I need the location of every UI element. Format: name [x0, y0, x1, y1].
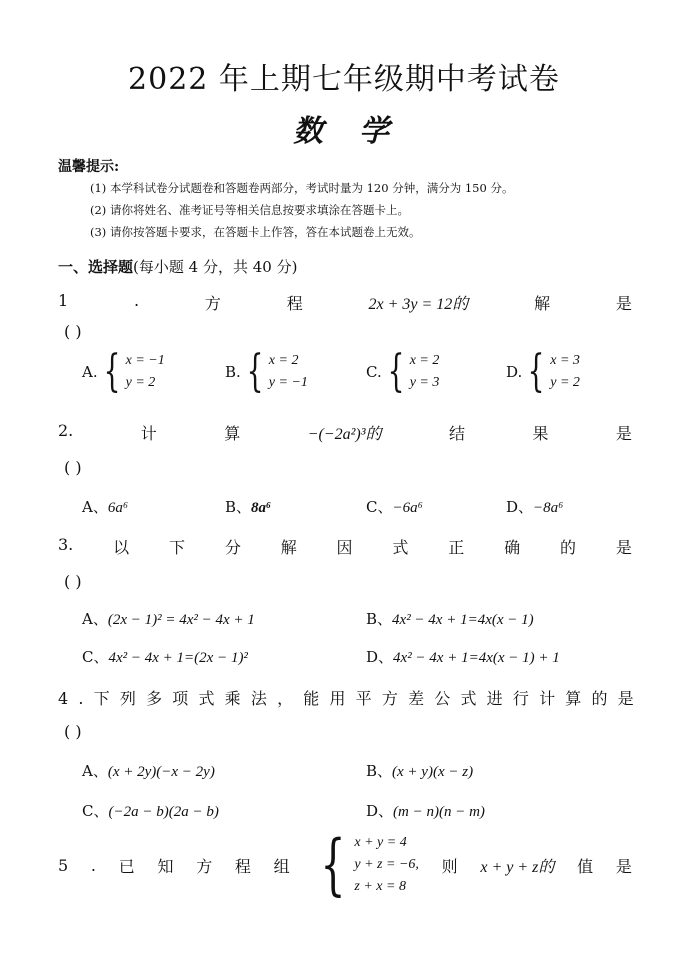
option-c [366, 346, 440, 397]
option-d [506, 346, 580, 397]
system-row: x = 2 [268, 353, 299, 368]
question-expression: x + y + z的 [480, 858, 555, 876]
equation-system [312, 826, 419, 903]
option-label: B、 [366, 610, 393, 628]
option-label: A、 [82, 610, 108, 628]
brace-icon: { [320, 826, 346, 903]
system-row: x = −1 [125, 353, 165, 368]
system-row: z + x = 8 [354, 879, 406, 894]
option-a [82, 346, 165, 397]
question-text: 分 [224, 538, 241, 557]
question-4-line [58, 686, 644, 709]
question-2-line [58, 421, 632, 444]
section-title: 一、选择题 [58, 258, 134, 276]
option-b [366, 760, 473, 781]
option-b [225, 496, 271, 517]
system-row: x = 2 [409, 353, 440, 368]
answer-paren: ( ) [64, 572, 82, 591]
option-expression: (m − n)(n − m) [393, 804, 485, 820]
option-d [366, 646, 560, 667]
question-text: 则 [441, 856, 458, 876]
brace-icon: { [527, 346, 545, 397]
question-text: 下列多项式乘法，能用平方差公式进行计算的是 [93, 689, 644, 708]
option-c [366, 496, 423, 517]
option-c [82, 800, 219, 821]
question-text: 的 [559, 538, 576, 557]
tip-item: (3) 请你按答题卡要求，在答题卡上作答，答在本试题卷上无效。 [90, 225, 421, 239]
option-expression: 4x² − 4x + 1=(2x − 1)² [108, 650, 248, 666]
option-label: B、 [225, 498, 252, 516]
question-3-line [58, 535, 632, 558]
question-text: 下 [168, 538, 185, 557]
option-a [82, 496, 128, 517]
system-row: y = 2 [125, 375, 156, 390]
option-label: A、 [82, 762, 108, 780]
question-number: 1 [58, 291, 69, 310]
option-expression: (x + y)(x − z) [392, 764, 474, 780]
question-text: 计 [140, 424, 157, 443]
question-text: . [133, 291, 140, 310]
system-row: x + y = 4 [354, 835, 407, 850]
question-equation: 2x + 3y = 12的 [368, 296, 469, 313]
option-label: C、 [82, 648, 109, 666]
question-number: 3. [58, 535, 74, 554]
question-text: 方 [204, 294, 221, 313]
option-label: B、 [366, 762, 393, 780]
question-5-line [58, 826, 632, 903]
brace-icon: { [103, 346, 121, 397]
question-text: 是 [615, 424, 632, 443]
option-expression: (−2a − b)(2a − b) [108, 804, 219, 820]
subject-title: 数学 [293, 114, 425, 149]
answer-paren: ( ) [64, 722, 82, 741]
option-expression: 6a⁶ [107, 500, 129, 516]
answer-paren: ( ) [64, 322, 82, 341]
system-row: y + z = −6, [354, 857, 419, 872]
question-text: 解 [534, 294, 551, 313]
system-row: y = −1 [268, 375, 308, 390]
question-text: 算 [224, 424, 241, 443]
section-heading [58, 256, 297, 277]
tip-item: (1) 本学科试卷分试题卷和答题卷两部分，考试时量为 120 分钟，满分为 150 分。 [90, 181, 514, 195]
option-label: A、 [82, 498, 108, 516]
question-expression: −(−2a²)³的 [307, 426, 382, 443]
option-expression: 4x² − 4x + 1=4x(x − 1) + 1 [393, 650, 560, 666]
question-text: . [90, 855, 96, 875]
section-note: (每小题 4 分，共 40 分) [133, 258, 298, 276]
question-1-line [58, 291, 632, 314]
option-label: D、 [366, 648, 394, 666]
question-text: 是 [615, 538, 632, 557]
question-text: 组 [273, 856, 290, 876]
question-text: 确 [504, 538, 521, 557]
exam-title: 2022 年上期七年级期中考试卷 [128, 62, 560, 97]
option-label: D、 [366, 802, 394, 820]
question-number: 2. [58, 421, 74, 440]
option-label: A. [82, 363, 98, 381]
option-a [82, 760, 215, 781]
question-text: 程 [286, 294, 303, 313]
option-expression: (2x − 1)² = 4x² − 4x + 1 [107, 612, 255, 628]
option-label: D. [506, 363, 523, 381]
question-text: 式 [392, 538, 409, 557]
option-expression: 8a⁶ [251, 500, 272, 516]
option-label: C. [366, 363, 382, 381]
option-a [82, 608, 255, 629]
tip-item: (2) 请你将姓名、准考证号等相关信息按要求填涂在答题卡上。 [90, 203, 409, 217]
question-text: 已 [118, 856, 135, 876]
option-label: D、 [506, 498, 534, 516]
option-b [225, 346, 308, 397]
question-text: 方 [196, 856, 213, 876]
question-number: 5 [58, 855, 69, 875]
question-text: 以 [113, 538, 130, 557]
question-text: 值 [577, 856, 594, 876]
option-c [82, 646, 248, 667]
option-expression: 4x² − 4x + 1=4x(x − 1) [392, 612, 534, 628]
question-text: 结 [448, 424, 465, 443]
question-text: 知 [157, 856, 174, 876]
option-d [506, 496, 563, 517]
system-row: x = 3 [550, 353, 580, 368]
answer-paren: ( ) [64, 458, 82, 477]
option-expression: −6a⁶ [392, 500, 423, 516]
question-text: 解 [280, 538, 297, 557]
question-text: 正 [448, 538, 465, 557]
question-text: 是 [615, 294, 632, 313]
option-label: C、 [366, 498, 393, 516]
system-row: y = 3 [409, 375, 440, 390]
question-number: 4. [58, 689, 94, 708]
option-expression: −8a⁶ [533, 500, 564, 516]
question-text: 程 [234, 856, 251, 876]
question-text: 是 [615, 856, 632, 876]
option-expression: (x + 2y)(−x − 2y) [107, 764, 215, 780]
question-text: 因 [336, 538, 353, 557]
option-label: C、 [82, 802, 109, 820]
option-d [366, 800, 485, 821]
option-label: B. [225, 363, 241, 381]
brace-icon: { [246, 346, 264, 397]
tips-heading: 温馨提示: [58, 159, 120, 175]
question-text: 果 [532, 424, 549, 443]
system-row: y = 2 [550, 375, 580, 390]
option-b [366, 608, 534, 629]
brace-icon: { [387, 346, 405, 397]
